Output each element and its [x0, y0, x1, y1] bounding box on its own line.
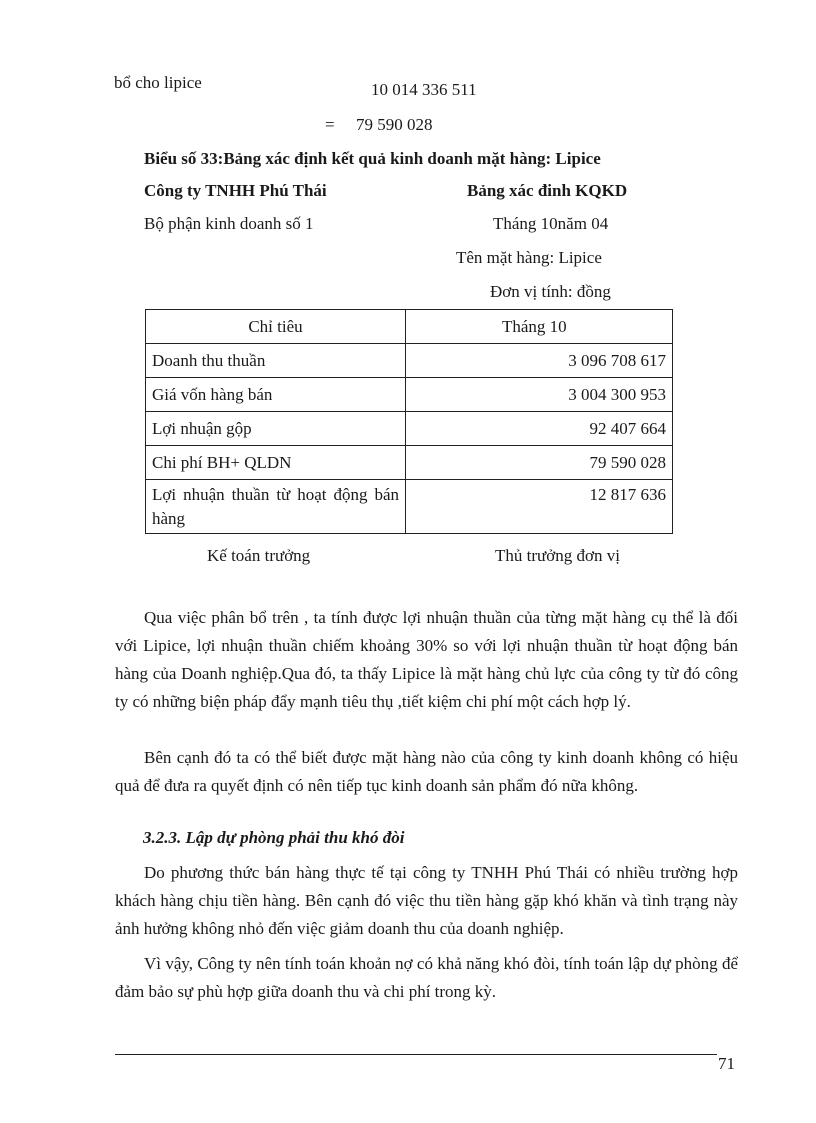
row-value: 3 004 300 953	[406, 378, 673, 412]
table-row	[146, 446, 673, 480]
paragraph-text: Vì vậy, Công ty nên tính toán khoản nợ có khả năng khó đòi, tính toán lập dự phòng để đảm bảo sự phù hợp giữa doanh thu và chi phí trong kỳ.	[115, 954, 738, 1001]
row-value: 92 407 664	[406, 412, 673, 446]
business-result-table	[145, 309, 673, 534]
row-label: Chi phí BH+ QLDN	[146, 446, 406, 480]
column-header-indicator: Chỉ tiêu	[146, 310, 406, 344]
report-name: Bảng xác đinh KQKD	[467, 181, 628, 200]
formula-denominator: 10 014 336 511	[371, 80, 477, 99]
table-row	[146, 480, 673, 534]
table-title: Biểu số 33:Bảng xác định kết quả kinh doanh mặt hàng: Lipice	[144, 149, 601, 168]
formula-result: 79 590 028	[356, 115, 433, 134]
product-name: Tên mặt hàng: Lipice	[456, 248, 602, 267]
department-name: Bộ phận kinh doanh số 1	[144, 214, 314, 233]
paragraph-text: Do phương thức bán hàng thực tế tại công ty TNHH Phú Thái có nhiều trường hợp khách hàng chịu tiền hàng. Bên cạnh đó việc thu tiền hàng gặp khó khăn và tình trạng này ảnh hưởng không nhỏ đến việc giảm doanh thu của doanh nghiệp.	[115, 863, 738, 938]
row-label: Giá vốn hàng bán	[146, 378, 406, 412]
paragraph-text: Qua việc phân bổ trên , ta tính được lợi nhuận thuần của từng mặt hàng cụ thể là đối với Lipice, lợi nhuận thuần chiếm khoảng 30% so với lợi nhuận thuần từ hoạt động bán hàng của Doanh nghiệp.Qua đó, ta thấy Lipice là mặt hàng chủ lực của công ty từ đó công ty có những biện pháp đẩy mạnh tiêu thụ ,tiết kiệm chi phí một cách hợp lý.	[115, 608, 738, 711]
allocation-label: bổ cho lipice	[114, 73, 202, 92]
report-period: Tháng 10năm 04	[493, 214, 609, 233]
paragraph-analysis	[115, 604, 738, 716]
row-value: 12 817 636	[406, 480, 673, 534]
table-row	[146, 344, 673, 378]
company-name: Công ty TNHH Phú Thái	[144, 181, 327, 200]
row-value: 79 590 028	[406, 446, 673, 480]
paragraph-evaluation	[115, 744, 738, 800]
row-label: Lợi nhuận gộp	[146, 412, 406, 446]
column-header-month: Tháng 10	[406, 310, 673, 344]
row-label: Lợi nhuận thuần từ hoạt động bán hàng	[146, 480, 406, 534]
table-row	[146, 378, 673, 412]
footer-divider	[115, 1054, 717, 1055]
row-value: 3 096 708 617	[406, 344, 673, 378]
signature-chief-accountant: Kế toán trưởng	[207, 546, 311, 565]
formula-equals-sign: =	[325, 115, 335, 134]
page-number: 71	[718, 1054, 735, 1073]
signature-unit-head: Thủ trưởng đơn vị	[495, 546, 620, 565]
table-row	[146, 412, 673, 446]
paragraph-text: Bên cạnh đó ta có thể biết được mặt hàng nào của công ty kinh doanh không có hiệu quả để đưa ra quyết định có nên tiếp tục kinh doanh sản phẩm đó nữa không.	[115, 748, 738, 795]
row-label: Doanh thu thuần	[146, 344, 406, 378]
currency-unit: Đơn vị tính: đồng	[490, 282, 611, 301]
paragraph-receivables	[115, 859, 738, 943]
paragraph-provision	[115, 950, 738, 1006]
table-header-row	[146, 310, 673, 344]
section-heading: 3.2.3. Lập dự phòng phải thu khó đòi	[143, 828, 405, 847]
